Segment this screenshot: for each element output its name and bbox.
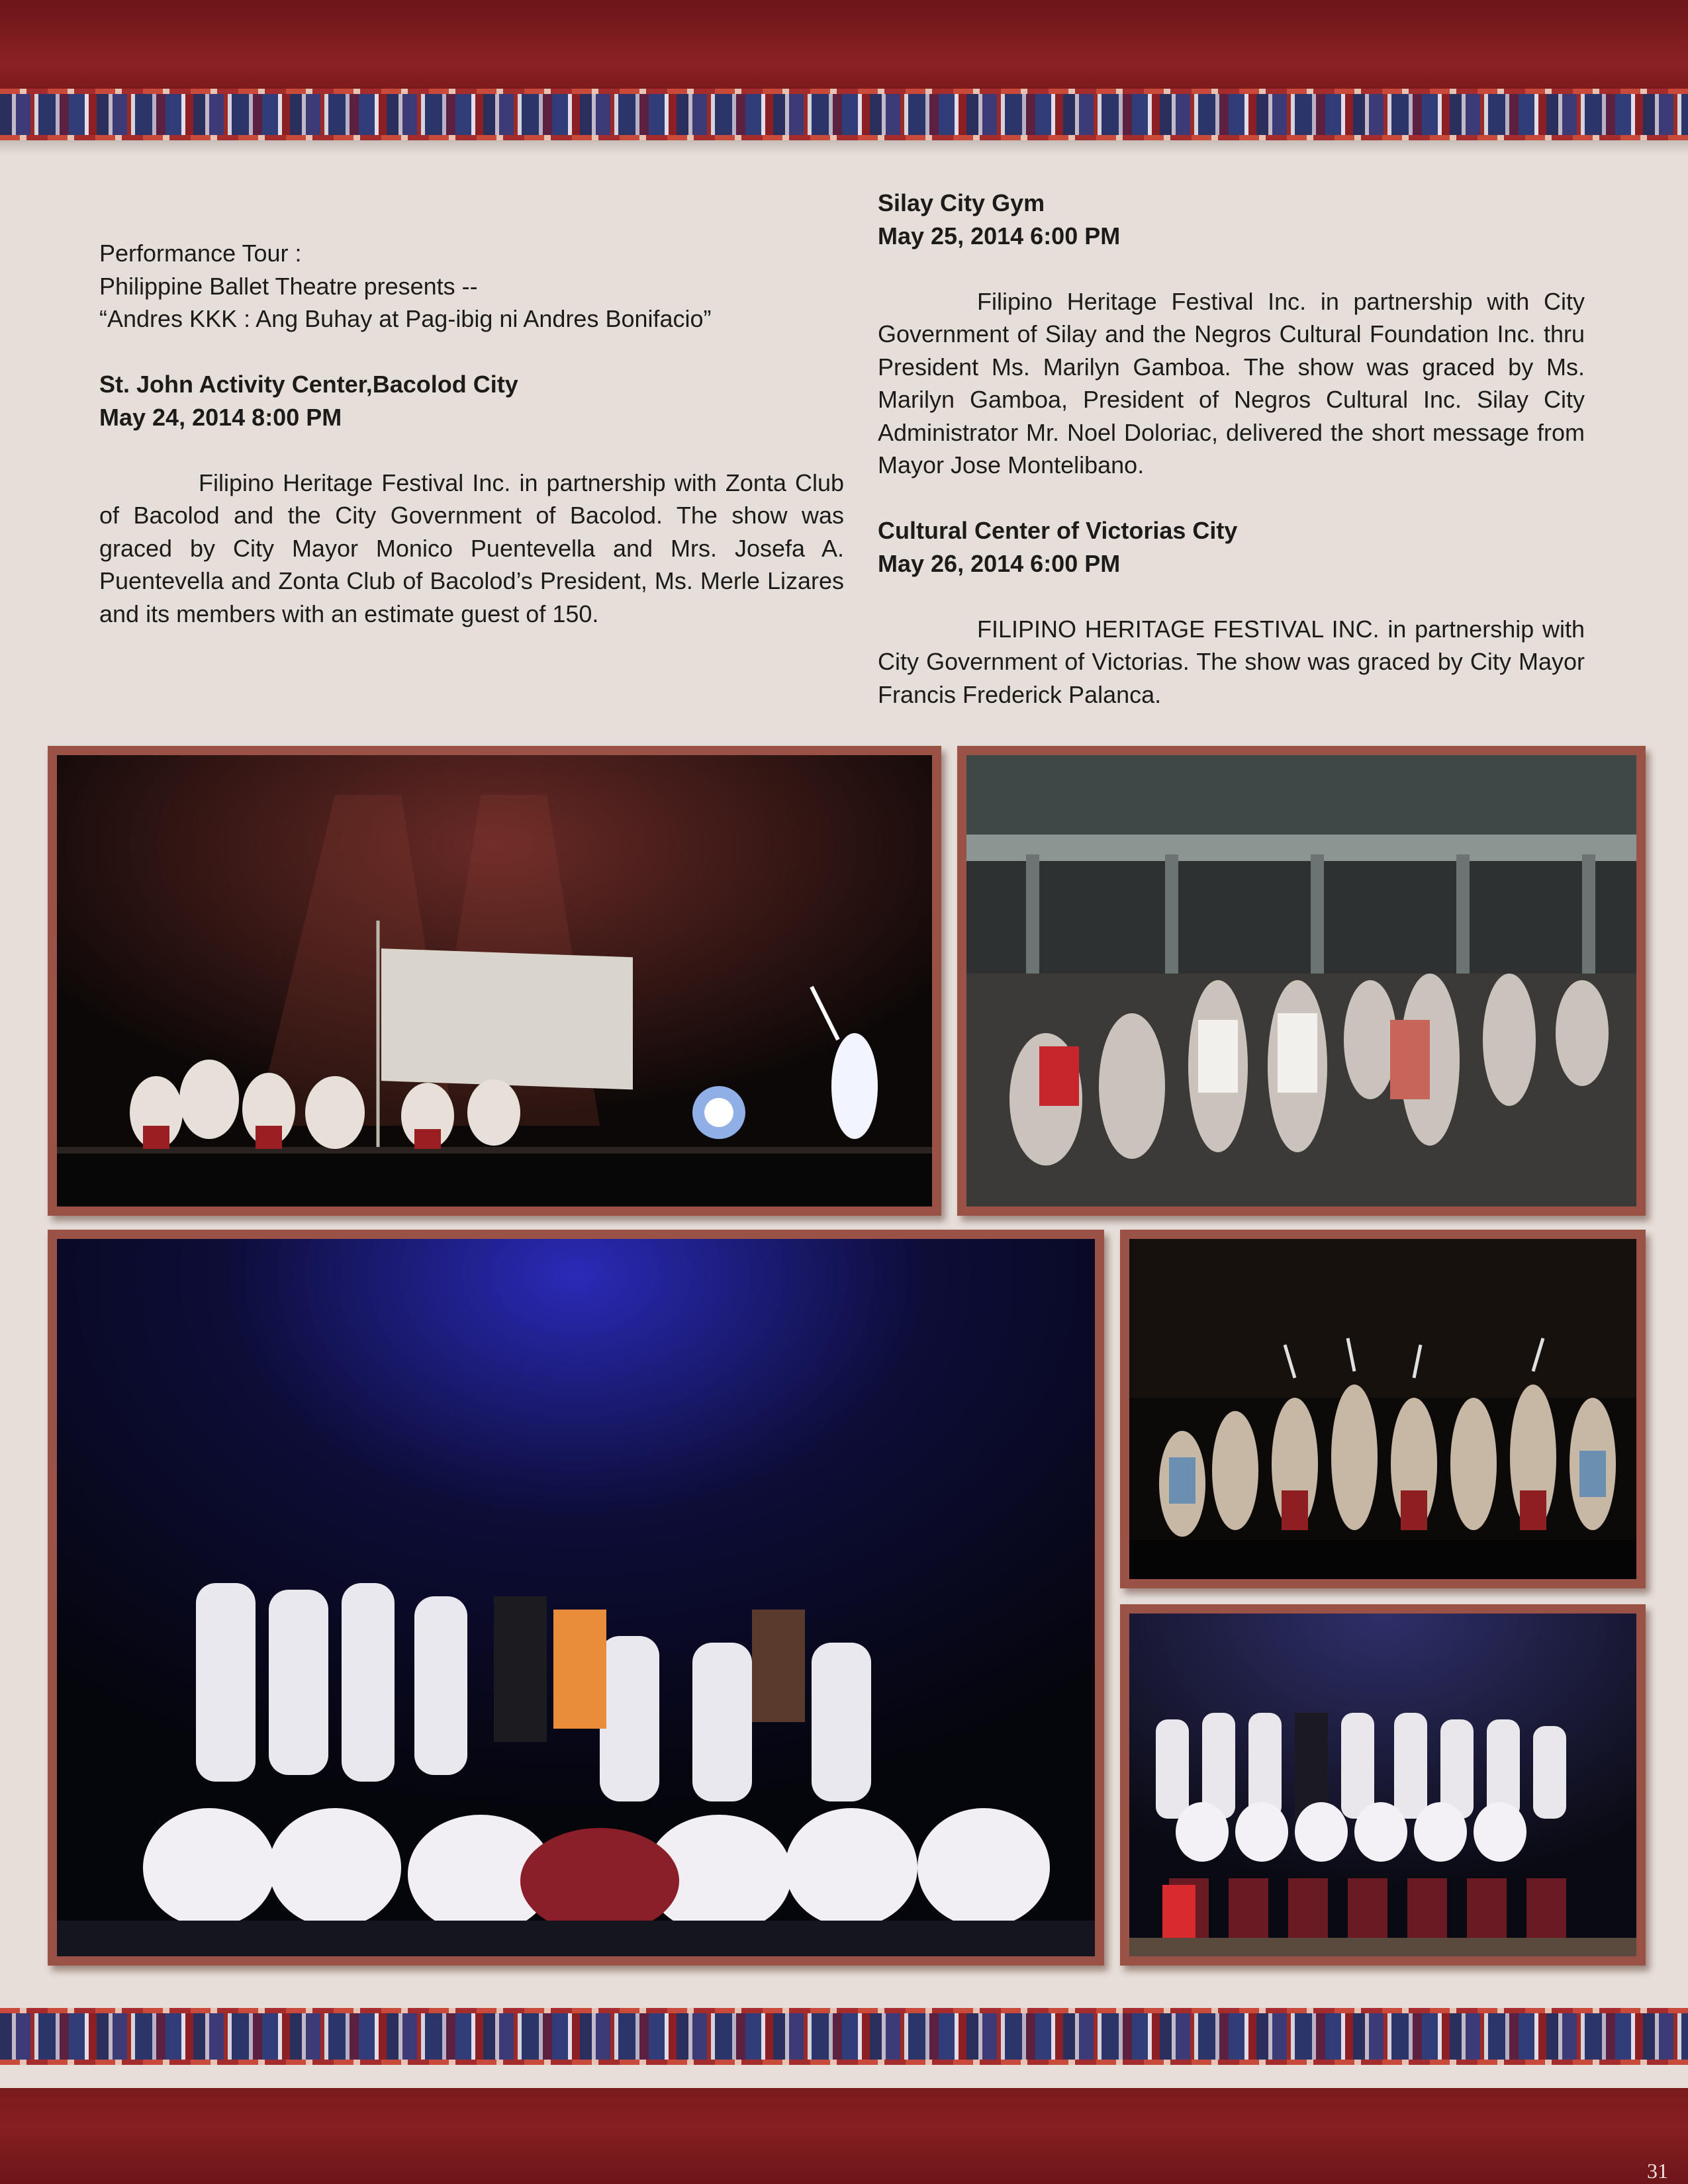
- page-number: 31: [1647, 2159, 1668, 2183]
- intro-line: Philippine Ballet Theatre presents --: [99, 272, 478, 300]
- venue-date: May 26, 2014 6:00 PM: [878, 549, 1121, 577]
- bottom-woven-border: [0, 2013, 1688, 2060]
- photo-cast-raised-bolos: [1120, 1230, 1646, 1588]
- intro-line: Performance Tour :: [99, 240, 302, 267]
- right-text-column: [878, 187, 1585, 711]
- top-woven-border: [0, 94, 1688, 135]
- photo-audience-gym: [957, 746, 1646, 1216]
- venue-heading: St. John Activity Center,Bacolod City: [99, 371, 518, 398]
- top-band: [0, 0, 1688, 91]
- bottom-band: [0, 2088, 1688, 2184]
- venue-date: May 24, 2014 8:00 PM: [99, 403, 342, 431]
- venue-paragraph: Filipino Heritage Festival Inc. in partnership with Zonta Club of Bacolod and the City Government of Bacolod. The show was graced by City Mayor Monico Puentevella and Mrs. Josefa A. Puentevella and Zonta Club of Bacolod’s President, Ms. Merle Lizares and its members with an estimate guest of 150.: [99, 469, 844, 627]
- venue-paragraph: FILIPINO HERITAGE FESTIVAL INC. in partnership with City Government of Victorias. The show was graced by City Mayor Francis Frederick Palanca.: [878, 615, 1585, 708]
- venue-heading: Silay City Gym: [878, 189, 1045, 216]
- intro-line: “Andres KKK : Ang Buhay at Pag-ibig ni Andres Bonifacio”: [99, 305, 712, 332]
- top-border-shadow: [0, 140, 1688, 155]
- photo-cast-group-portrait: [48, 1230, 1104, 1966]
- venue-paragraph: Filipino Heritage Festival Inc. in partnership with City Government of Silay and the Negros Cultural Foundation Inc. thru President Ms. Marilyn Gamboa. The show was graced by Ms. Marilyn Gamboa, President of Negros Cultural Inc. Silay City Administrator Mr. Noel Doloriac, delivered the short message from Mayor Jose Montelibano.: [878, 287, 1585, 478]
- left-text-column: [99, 237, 844, 630]
- venue-heading: Cultural Center of Victorias City: [878, 517, 1238, 544]
- photo-stage-banner-scene: [48, 746, 941, 1216]
- photo-curtain-call: [1120, 1604, 1646, 1966]
- venue-date: May 25, 2014 6:00 PM: [878, 222, 1121, 250]
